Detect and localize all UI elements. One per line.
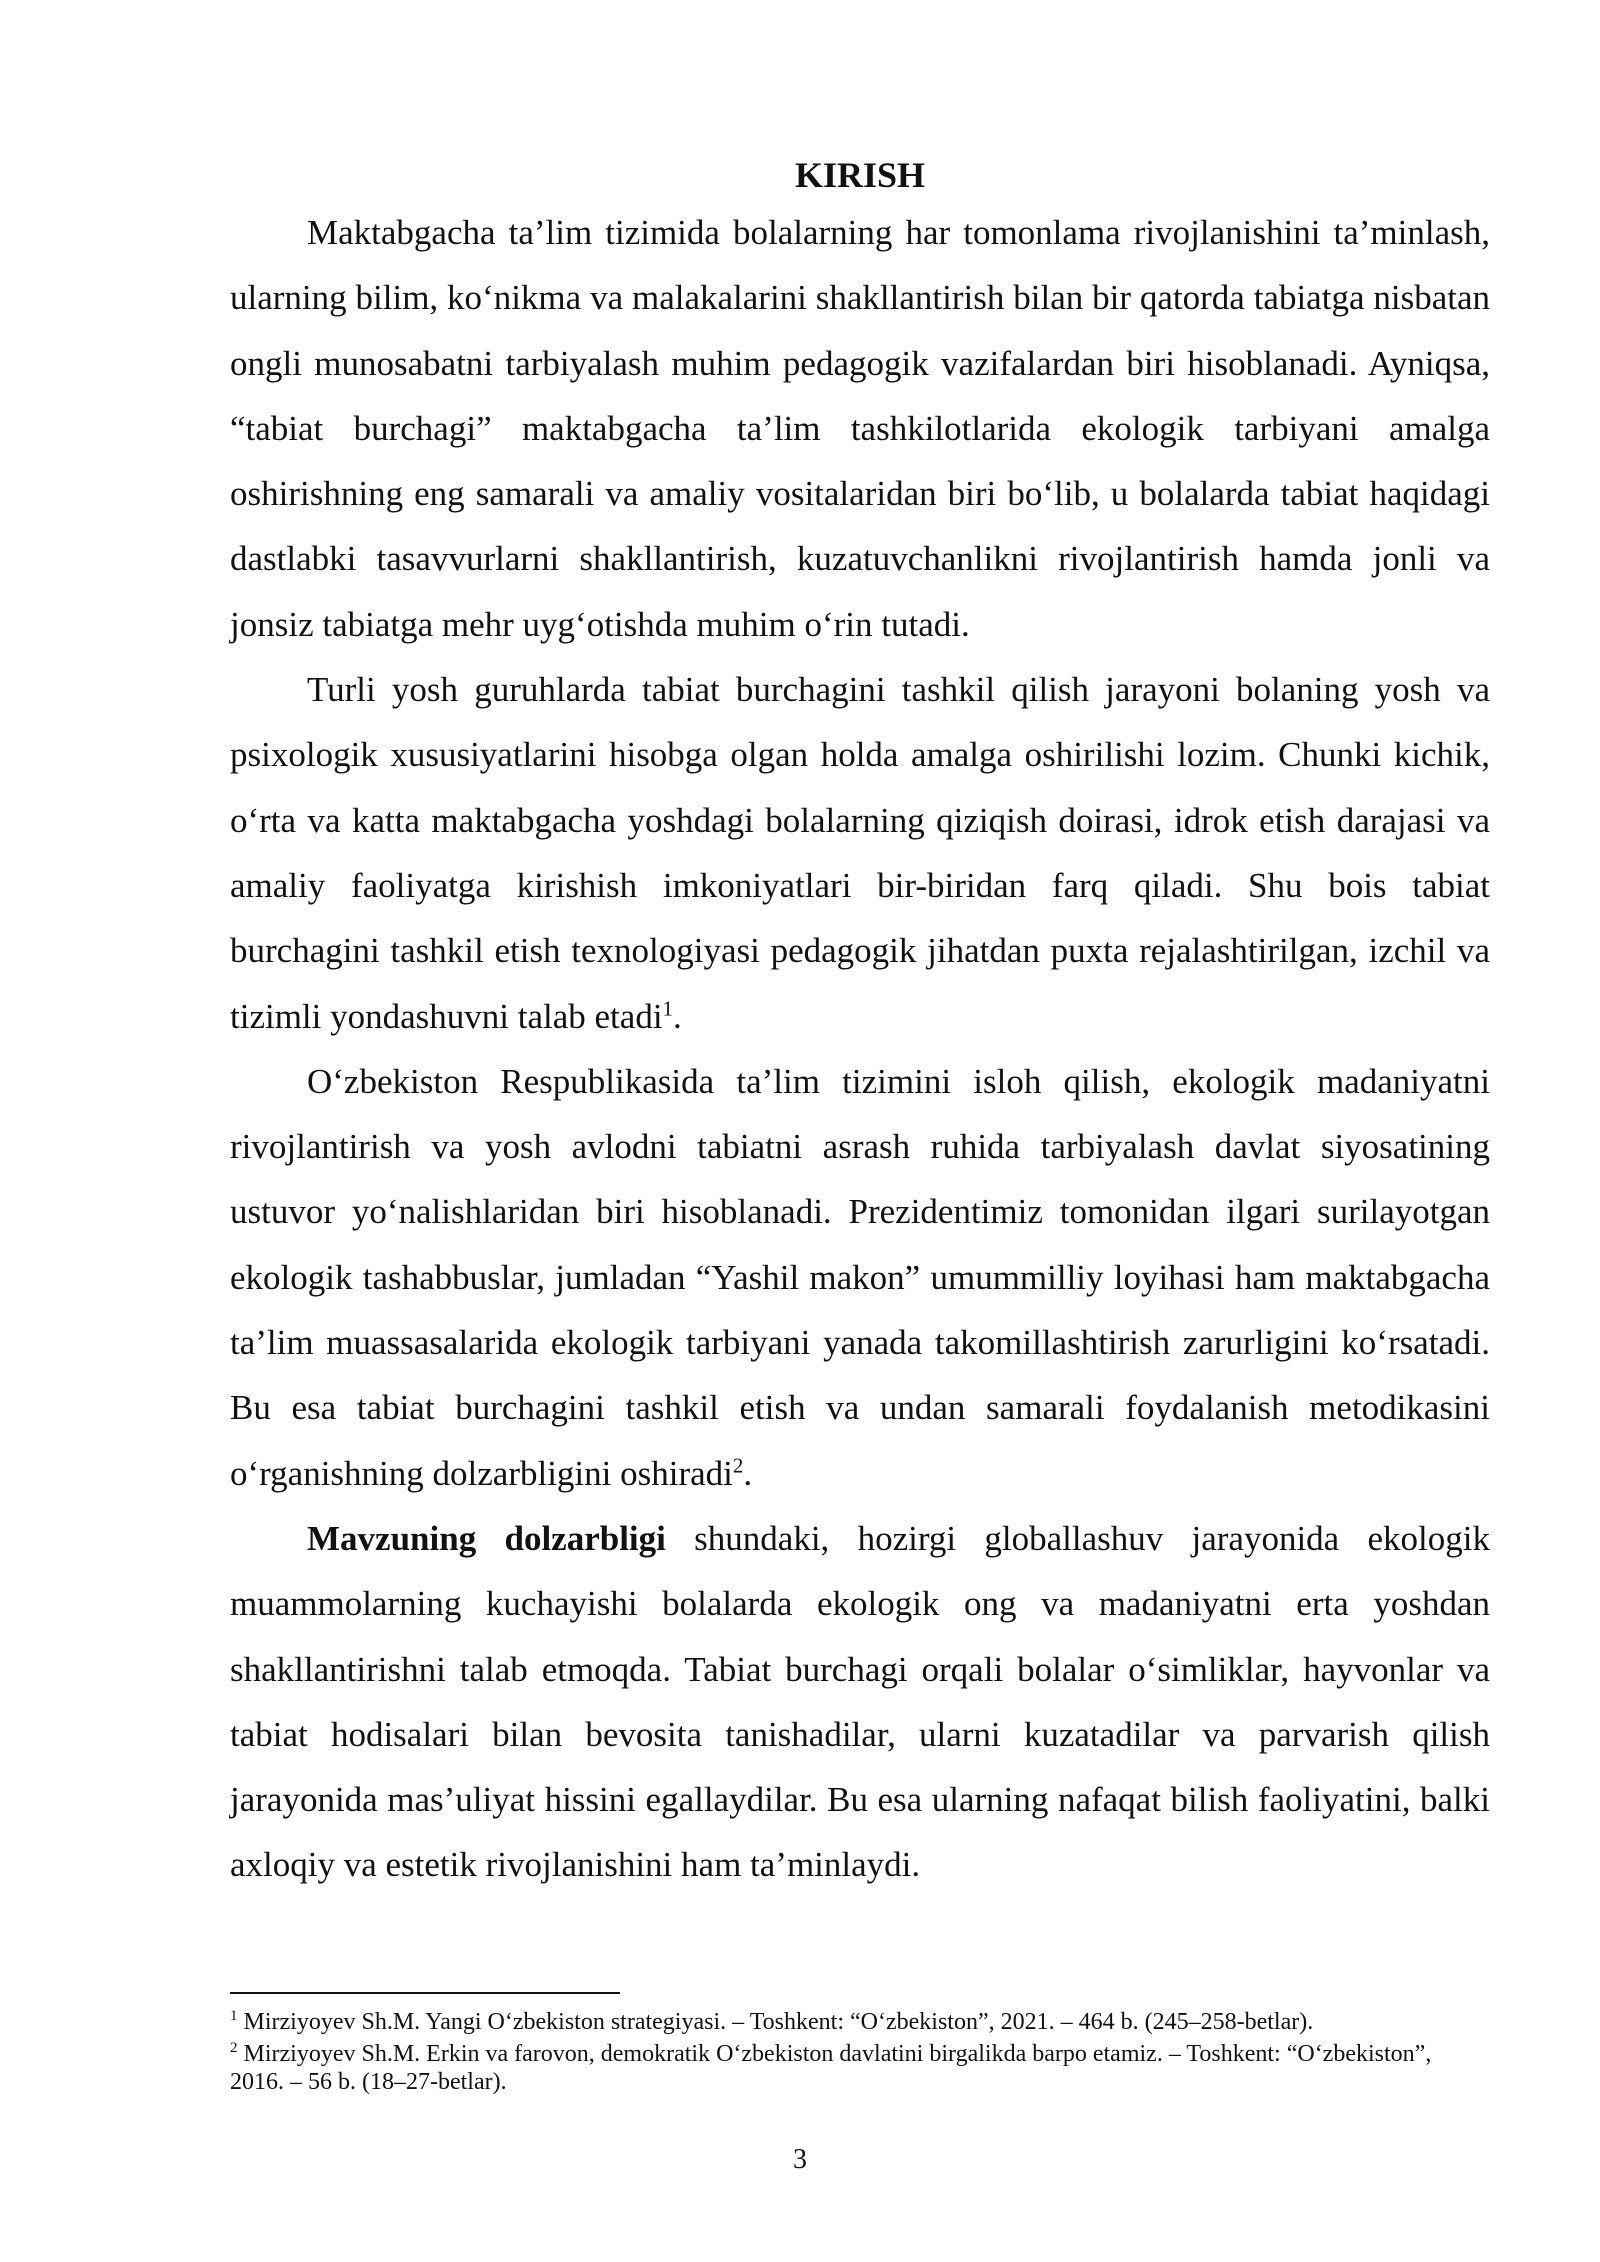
- main-text: [230, 150, 1490, 1898]
- footnote-2: [230, 2040, 1490, 2096]
- footnote-ref-2[interactable]: 2: [732, 1452, 744, 1477]
- paragraph-2: [230, 657, 1490, 1049]
- paragraph-3-text: O‘zbekiston Respublikasida ta’lim tizimini isloh qilish, ekologik madaniyatni rivojlantirish va yosh avlodni tabiatni asrash ruhida tarbiyalash davlat siyosatining ustuvor yo‘nalishlaridan biri hisoblanadi. Prezidentimiz tomonidan ilgari surilayotgan ekologik tashabbuslar, jumladan “Yashil makon” umummilliy loyihasi ham maktabgacha ta’lim muassasalarida ekologik tarbiyani yanada takomillashtirish zarurligini ko‘rsatadi. Bu esa tabiat burchagini tashkil etish va undan samarali foydalanish metodikasini o‘rganishning dolzarbligini oshiradi: [230, 1061, 1490, 1493]
- footnote-1: [230, 2008, 1490, 2036]
- footnotes: [230, 2008, 1490, 2100]
- paragraph-3-tail: .: [743, 1453, 753, 1493]
- paragraph-2-text: Turli yosh guruhlarda tabiat burchagini tashkil qilish jarayoni bolaning yosh va psixologik xususiyatlarini hisobga olgan holda amalga oshirilishi lozim. Chunki kichik, o‘rta va katta maktabgacha yoshdagi bolalarning qiziqish doirasi, idrok etish darajasi va amaliy faoliyatga kirishish imkoniyatlari bir-biridan farq qiladi. Shu bois tabiat burchagini tashkil etish texnologiyasi pedagogik jihatdan puxta rejalashtirilgan, izchil va tizimli yondashuvni talab etadi: [230, 670, 1490, 1036]
- footnote-2-text: Mirziyoyev Sh.M. Erkin va farovon, demokratik O‘zbekiston davlatini birgalikda barpo etamiz. – Toshkent: “O‘zbekiston”, 2016. – 56 b. (18–27-betlar).: [230, 2041, 1432, 2095]
- paragraph-3: [230, 1049, 1490, 1506]
- paragraph-4: [230, 1506, 1490, 1898]
- paragraph-1-text: Maktabgacha ta’lim tizimida bolalarning har tomonlama rivojlanishini ta’minlash, ularning bilim, ko‘nikma va malakalarini shakllantirish bilan bir qatorda tabiatga nisbatan ongli munosabatni tarbiyalash muhim pedagogik vazifalardan biri hisoblanadi. Ayniqsa, “tabiat burchagi” maktabgacha ta’lim tashkilotlarida ekologik tarbiyani amalga oshirishning eng samarali va amaliy vositalaridan biri bo‘lib, u bolalarda tabiat haqidagi dastlabki tasavvurlarni shakllantirish, kuzatuvchanlikni rivojlantirish hamda jonli va jonsiz tabiatga mehr uyg‘otishda muhim o‘rin tutadi.: [230, 213, 1490, 644]
- footnote-1-text: Mirziyoyev Sh.M. Yangi O‘zbekiston strategiyasi. – Toshkent: “O‘zbekiston”, 2021. – 464 b. (245–258-betlar).: [237, 2009, 1314, 2035]
- relevance-heading: Mavzuning dolzarbligi: [307, 1518, 666, 1558]
- paragraph-4-text: shundaki, hozirgi globallashuv jarayonida ekologik muammolarning kuchayishi bolalarda ekologik ong va madaniyatni erta yoshdan shakllantirishni talab etmoqda. Tabiat burchagi orqali bolalar o‘simliklar, hayvonlar va tabiat hodisalari bilan bevosita tanishadilar, ularni kuzatadilar va parvarish qilish jarayonida mas’uliyat hissini egallaydilar. Bu esa ularning nafaqat bilish faoliyatini, balki axloqiy va estetik rivojlanishini ham ta’minlaydi.: [230, 1518, 1490, 1885]
- paragraph-1: [230, 200, 1490, 657]
- paragraph-2-tail: .: [673, 996, 682, 1036]
- footnote-2-number: 2: [230, 2040, 238, 2056]
- footnote-ref-1[interactable]: 1: [662, 995, 674, 1020]
- page-number: 3: [793, 2144, 807, 2175]
- footnote-1-number: 1: [230, 2008, 238, 2024]
- footnote-separator: [230, 1992, 620, 1994]
- page-title: KIRISH: [794, 155, 926, 195]
